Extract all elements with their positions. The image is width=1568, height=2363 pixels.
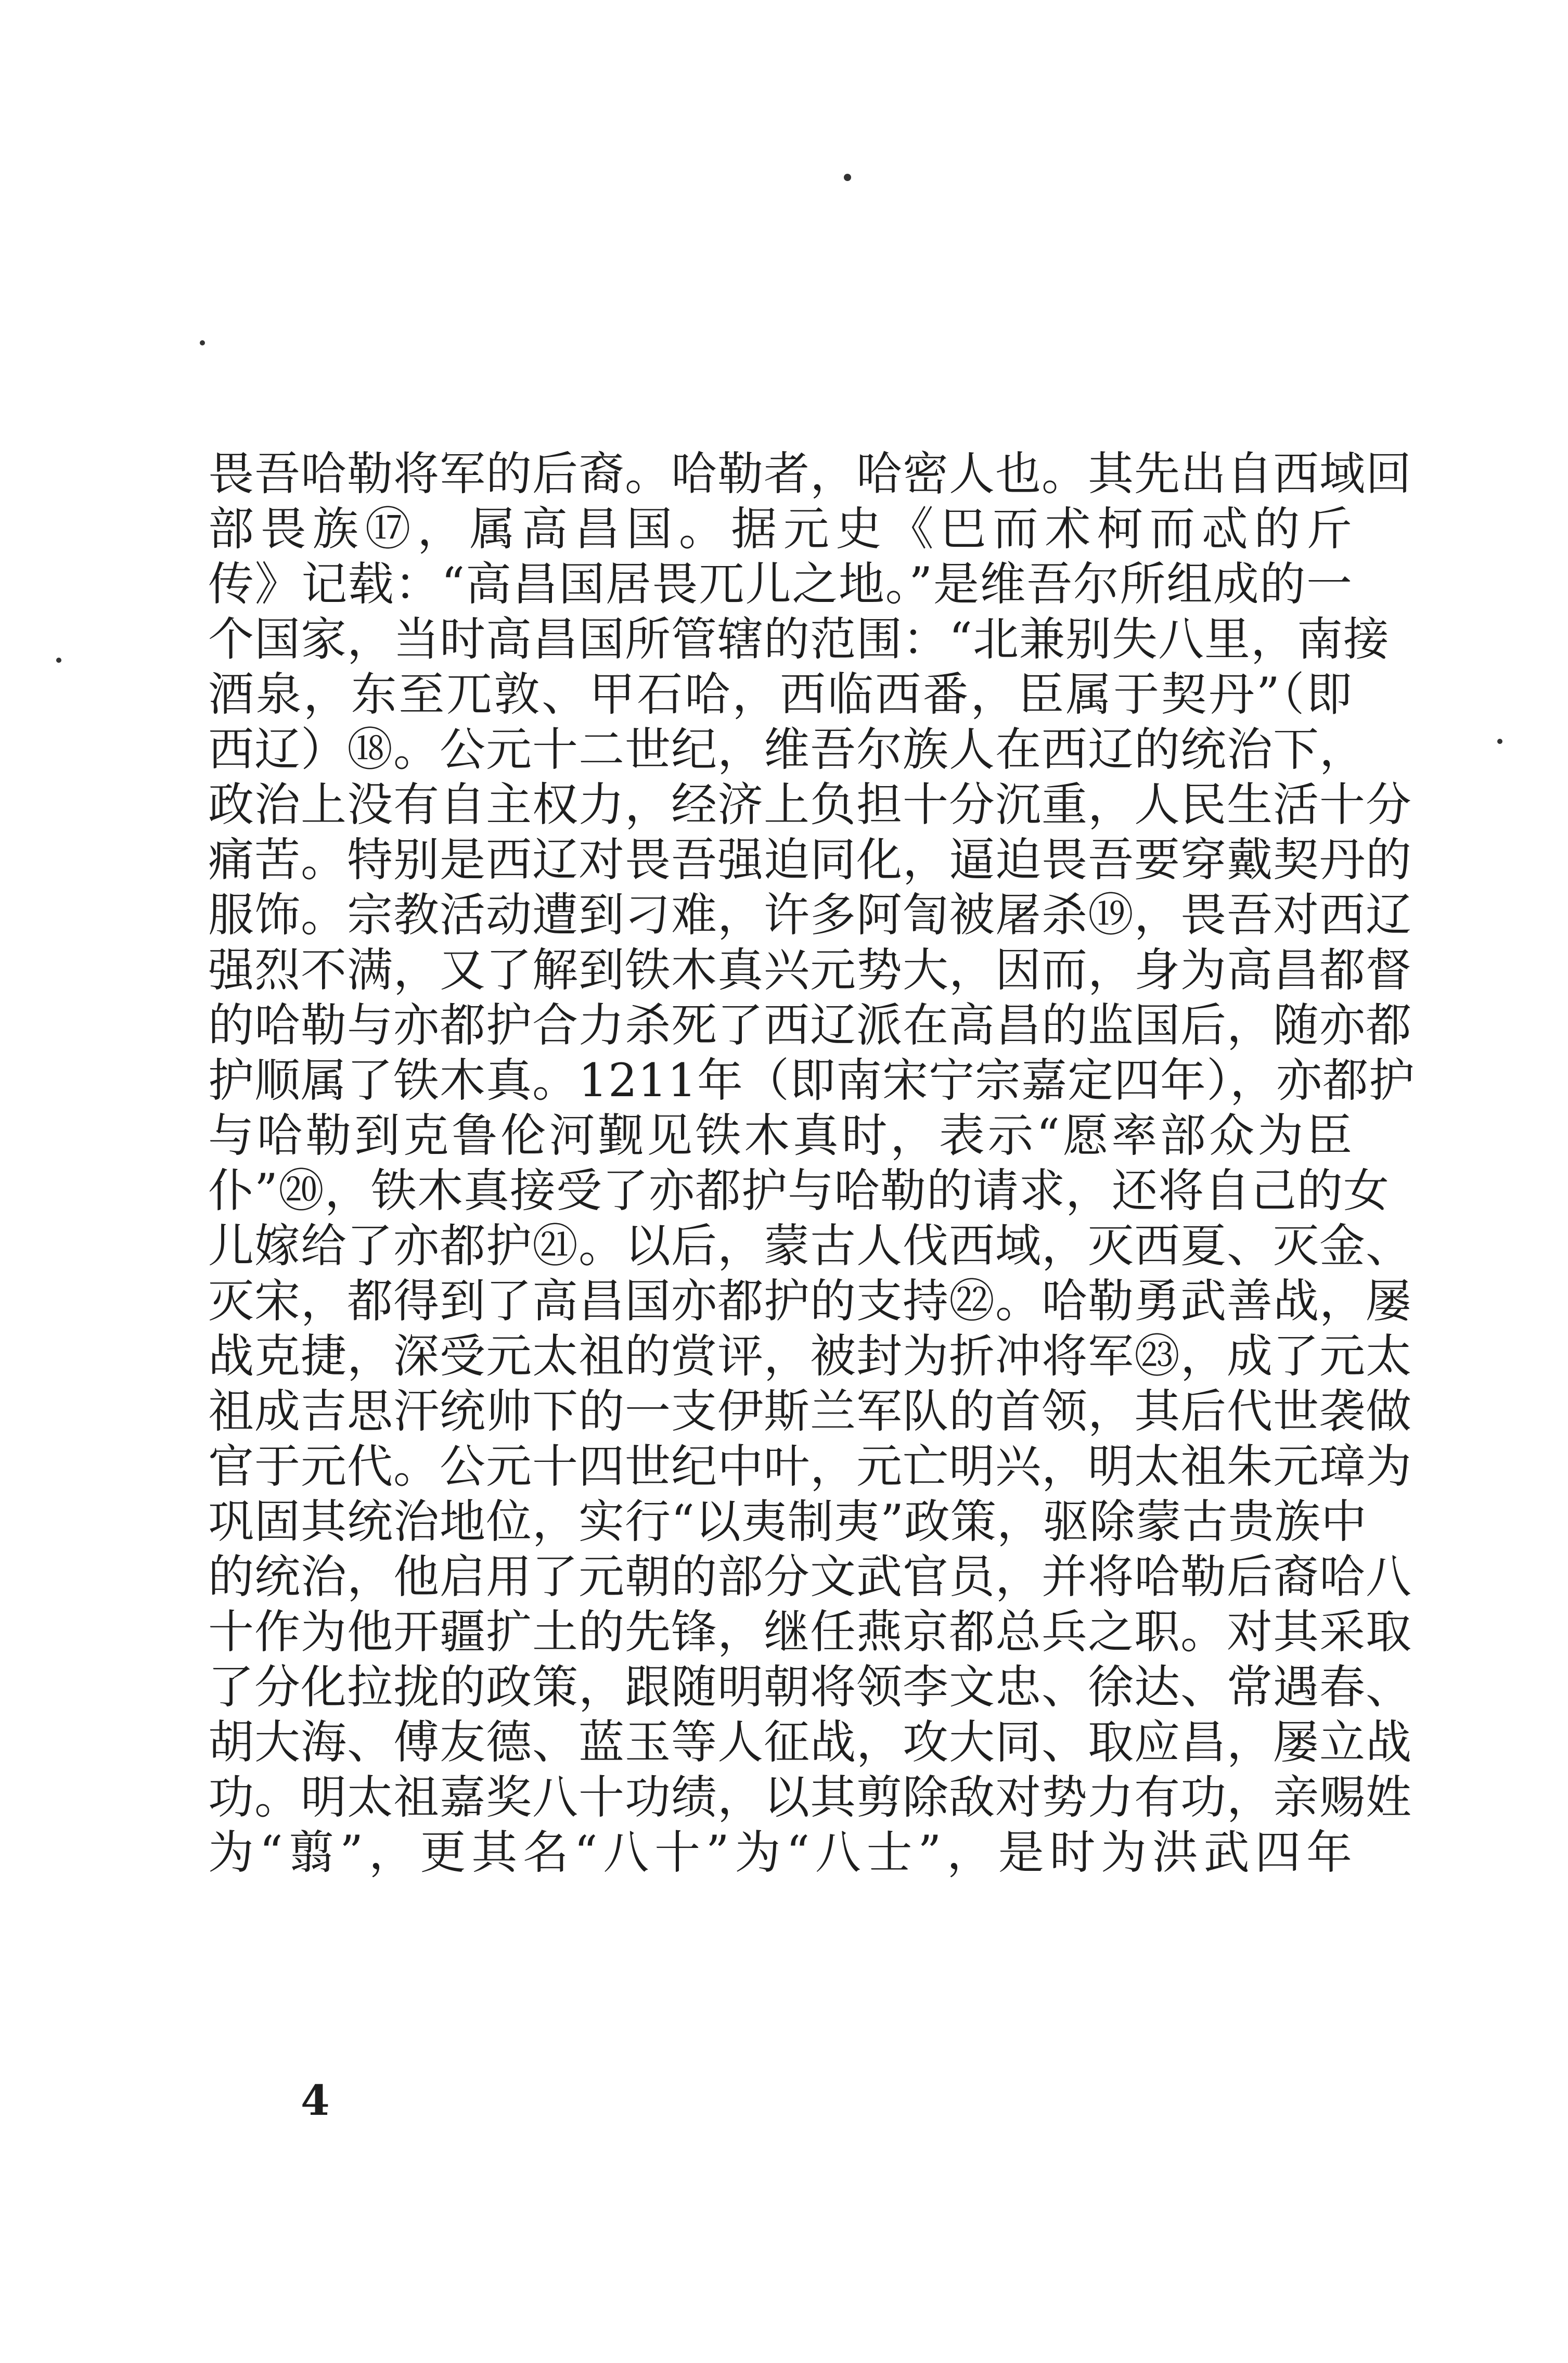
text-line-26: 为“翦”，更其名“八十”为“八士”，是时为洪武四年 <box>208 1826 1353 1879</box>
text-line-7: 政治上没有自主权力，经济上负担十分沉重，人民生活十分 <box>208 778 1412 831</box>
text-line-16: 灭宋，都得到了高昌国亦都护的支持㉒。哈勒勇武善战，屡 <box>208 1274 1412 1328</box>
body-text <box>208 446 1415 1880</box>
text-line-2: 部畏族⑰，属高昌国。据元史《巴而术柯而忒的斤 <box>208 502 1353 556</box>
text-line-20: 巩固其统治地位，实行“以夷制夷”政策，驱除蒙古贵族中 <box>208 1495 1367 1548</box>
text-line-9: 服饰。宗教活动遭到刁难，许多阿訇被屠杀⑲，畏吾对西辽 <box>208 888 1412 942</box>
text-line-11: 的哈勒与亦都护合力杀死了西辽派在高昌的监国后，随亦都 <box>208 998 1412 1052</box>
text-line-5: 酒泉，东至兀敦、甲石哈，西临西番，臣属于契丹”（即 <box>208 667 1353 721</box>
text-line-12: 护顺属了铁木真。1211年（即南宋宁宗嘉定四年），亦都护 <box>208 1054 1415 1107</box>
scan-speck <box>56 658 61 663</box>
text-line-18: 祖成吉思汗统帅下的一支伊斯兰军队的首领，其后代世袭做 <box>208 1384 1412 1438</box>
text-line-19: 官于元代。公元十四世纪中叶，元亡明兴，明太祖朱元璋为 <box>208 1440 1412 1493</box>
text-line-21: 的统治，他启用了元朝的部分文武官员，并将哈勒后裔哈八 <box>208 1550 1412 1603</box>
scan-speck <box>844 174 851 181</box>
text-line-13: 与哈勒到克鲁伦河觐见铁木真时，表示“愿率部众为臣 <box>208 1109 1353 1162</box>
text-line-1: 畏吾哈勒将军的后裔。哈勒者，哈密人也。其先出自西域回 <box>208 447 1412 500</box>
text-line-22: 十作为他开疆扩土的先锋，继任燕京都总兵之职。对其采取 <box>208 1605 1412 1659</box>
scan-speck <box>1497 739 1502 744</box>
text-line-23: 了分化拉拢的政策，跟随明朝将领李文忠、徐达、常遇春、 <box>208 1660 1412 1714</box>
text-line-10: 强烈不满，又了解到铁木真兴元势大，因而，身为高昌都督 <box>208 943 1412 997</box>
text-line-4: 个国家，当时高昌国所管辖的范围：“北兼别失八里，南接 <box>208 612 1390 666</box>
page-number: 4 <box>301 2076 330 2125</box>
text-line-14: 仆”⑳，铁木真接受了亦都护与哈勒的请求，还将自己的女 <box>208 1164 1390 1217</box>
text-line-8: 痛苦。特别是西辽对畏吾强迫同化，逼迫畏吾要穿戴契丹的 <box>208 833 1412 887</box>
scan-speck <box>200 340 205 345</box>
text-line-17: 战克捷，深受元太祖的赏评，被封为折冲将军㉓，成了元太 <box>208 1329 1412 1383</box>
text-line-6: 西辽）⑱。公元十二世纪，维吾尔族人在西辽的统治下， <box>208 723 1366 776</box>
text-line-15: 儿嫁给了亦都护㉑。以后，蒙古人伐西域，灭西夏、灭金、 <box>208 1219 1412 1273</box>
text-line-3: 传》记载：“高昌国居畏兀儿之地。”是维吾尔所组成的一 <box>208 557 1353 611</box>
text-line-25: 功。明太祖嘉奖八十功绩，以其剪除敌对势力有功，亲赐姓 <box>208 1770 1412 1824</box>
text-line-24: 胡大海、傅友德、蓝玉等人征战，攻大同、取应昌，屡立战 <box>208 1715 1412 1769</box>
